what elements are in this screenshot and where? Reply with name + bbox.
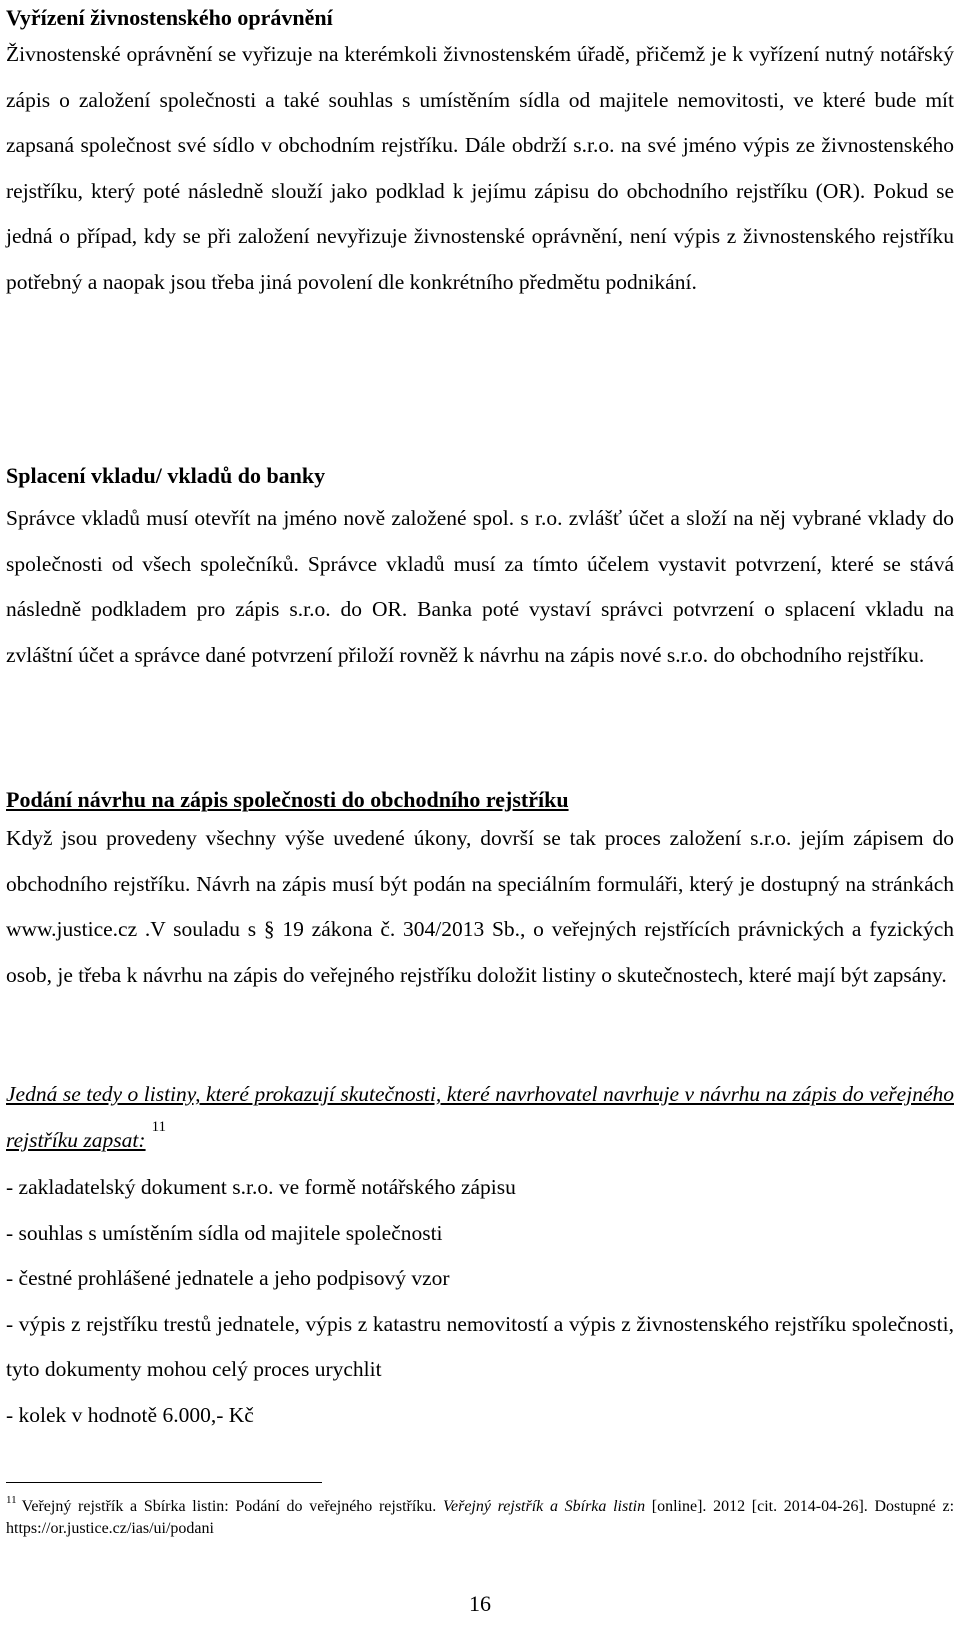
documents-intro: Jedná se tedy o listiny, které prokazují skutečnosti, které navrhovatel navrhuje v návrhu na zápis do veřejného rejstříku zapsat:11 bbox=[6, 1082, 954, 1152]
documents-intro-text: Jedná se tedy o listiny, které prokazují skutečnosti, které navrhovatel navrhuje v návrhu na zápis do veřejného rejstříku zapsat: bbox=[6, 1082, 954, 1152]
footnote-italic-title: Veřejný rejstřík a Sbírka listin bbox=[442, 1498, 646, 1515]
paragraph-registry: Když jsou provedeny všechny výše uvedené úkony, dovrší se tak proces založení s.r.o. jejím zápisem do obchodního rejstříku. Návrh na zápis musí být podán na speciálním formuláři, který je dostupný na stránkách www.justice.cz .V souladu s § 19 zákona č. 304/2013 Sb., o veřejných rejstřících právnických a fyzických osob, je třeba k návrhu na zápis do veřejného rejstříku doložit listiny o skutečnostech, které mají být zapsány. bbox=[6, 826, 954, 987]
list-item: - čestné prohlášené jednatele a jeho podpisový vzor bbox=[6, 1266, 450, 1290]
list-item: - zakladatelský dokument s.r.o. ve formě notářského zápisu bbox=[6, 1175, 516, 1199]
footnote-text-before: Veřejný rejstřík a Sbírka listin: Podání do veřejného rejstříku. bbox=[21, 1498, 437, 1515]
section-title-trade-licence: Vyřízení živnostenského oprávnění bbox=[6, 5, 333, 30]
list-item: - výpis z rejstříku trestů jednatele, výpis z katastru nemovitostí a výpis z živnostenského rejstříku společnosti, tyto dokumenty mohou celý proces urychlit bbox=[6, 1311, 954, 1381]
paragraph-trade-licence: Živnostenské oprávnění se vyřizuje na kterémkoli živnostenském úřadě, přičemž je k vyřízení nutný notářský zápis o založení společnosti a také souhlas s umístěním sídla od majitele nemovitosti, ve které bude mít zapsaná společnost své sídlo v obchodním rejstříku. Dále obdrží s.r.o. na své jméno výpis ze živnostenského rejstříku, který poté následně slouží jako podklad k jejímu zápisu do obchodního rejstříku (OR). Pokud se jedná o případ, kdy se při založení nevyřizuje živnostenské oprávnění, není výpis z živnostenského rejstříku potřebný a naopak jsou třeba jiná povolení dle konkrétního předmětu podnikání. bbox=[6, 42, 954, 294]
footnote-text-after: [online]. 2012 [cit. 2014-04-26]. Dostupné z: https://or.justice.cz/ias/ui/podani bbox=[6, 1498, 955, 1537]
paragraph-deposit: Správce vkladů musí otevřít na jméno nově založené spol. s r.o. zvlášť účet a složí na něj vybrané vklady do společnosti od všech společníků. Správce vkladů musí za tímto účelem vystavit potvrzení, které se stává následně podkladem pro zápis s.r.o. do OR. Banka poté vystaví správci potvrzení o splacení vkladu na zvláštní účet a správce dané potvrzení přiloží rovněž k návrhu na zápis nové s.r.o. do obchodního rejstříku. bbox=[6, 506, 954, 667]
list-item: - souhlas s umístěním sídla od majitele společnosti bbox=[6, 1220, 443, 1245]
footnote: 11 Veřejný rejstřík a Sbírka listin: Podání do veřejného rejstříku. Veřejný rejstřík a Sbírka listin [online]. 2012 [cit. 2014-04-26]. Dostupné z: https://or.justice.cz/ias/ui/podani bbox=[6, 1494, 955, 1537]
section-title-deposit: Splacení vkladu/ vkladů do banky bbox=[6, 463, 326, 488]
documents-list bbox=[6, 1165, 954, 1438]
section-title-registry: Podání návrhu na zápis společnosti do obchodního rejstříku bbox=[6, 787, 569, 812]
page-number: 16 bbox=[469, 1591, 491, 1616]
list-item: - kolek v hodnotě 6.000,- Kč bbox=[6, 1402, 254, 1427]
footnote-divider bbox=[6, 1482, 322, 1483]
